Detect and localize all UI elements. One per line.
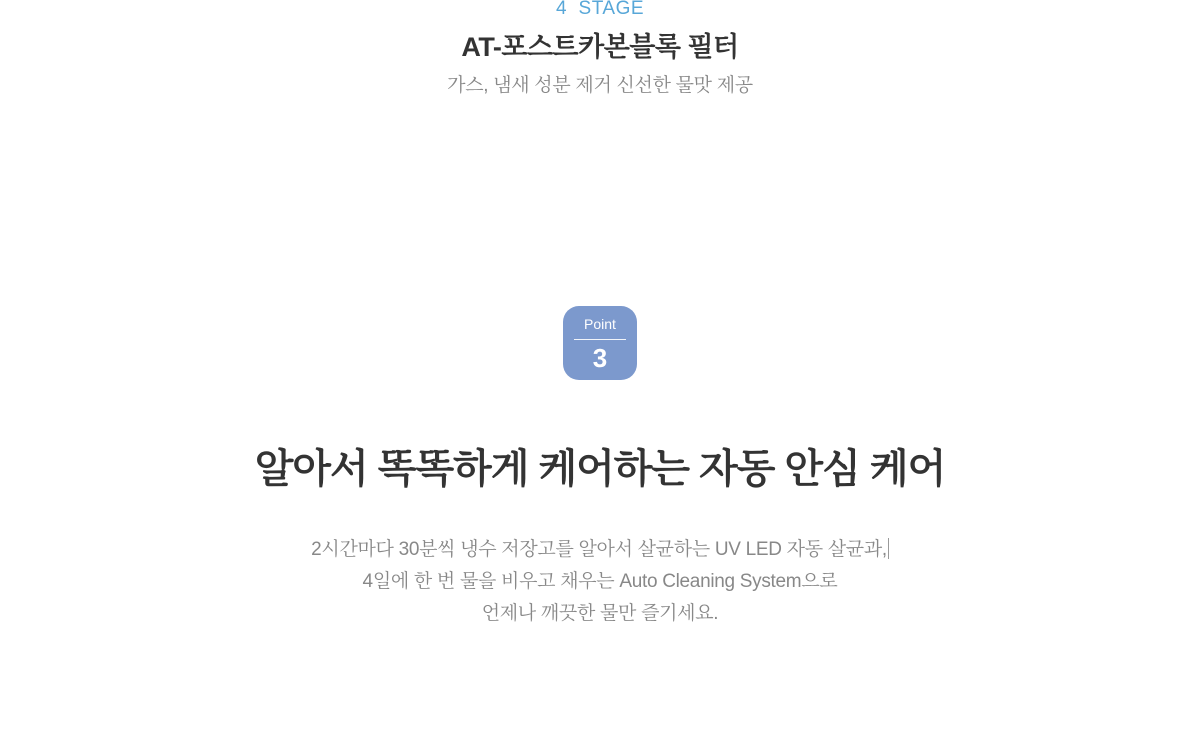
point-badge-divider	[574, 339, 626, 340]
care-body	[311, 534, 889, 630]
point-badge-label: Point	[584, 315, 616, 332]
text-cursor	[888, 538, 889, 559]
point-badge	[563, 306, 637, 380]
point-badge-number: 3	[592, 342, 608, 373]
stage-label: 4 STAGE	[555, 0, 645, 19]
care-body-line-2: 4일에 한 번 물을 비우고 채우는 Auto Cleaning System으로	[362, 571, 838, 592]
care-body-line-1	[311, 534, 889, 566]
filter-subtitle: 가스, 냄새 성분 제거 신선한 물맛 제공	[447, 75, 753, 96]
filter-title: AT-포스트카본블록 필터	[461, 32, 739, 62]
care-heading: 알아서 똑똑하게 케어하는 자동 안심 케어	[254, 447, 946, 491]
care-body-line-3: 언제나 깨끗한 물만 즐기세요.	[481, 603, 719, 624]
care-body-line-1-text: 2시간마다 30분씩 냉수 저장고를 알아서 살균하는 UV LED 자동 살균과,	[311, 539, 887, 560]
